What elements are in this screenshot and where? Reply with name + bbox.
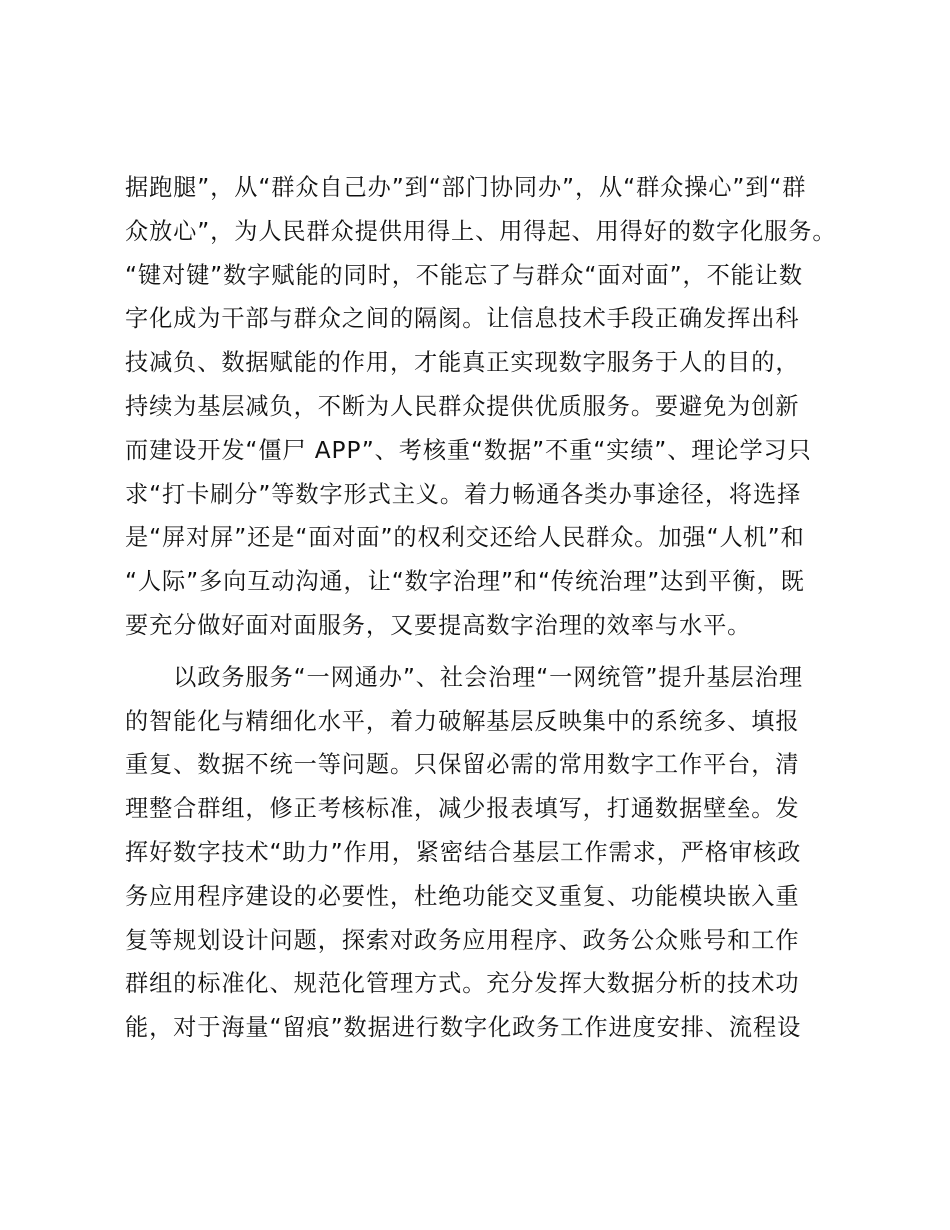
- text-line: 而建设开发“僵尸 APP”、考核重“数据”不重“实绩”、理论学习只: [125, 436, 812, 464]
- text-line: 以政务服务“一网通办”、社会治理“一网统管”提升基层治理: [125, 663, 803, 691]
- text-line: 挥好数字技术“助力”作用，紧密结合基层工作需求，严格审核政: [125, 838, 802, 866]
- text-line: 要充分做好面对面服务，又要提高数字治理的效率与水平。: [125, 611, 752, 639]
- text-line: 能，对于海量“留痕”数据进行数字化政务工作进度安排、流程设: [125, 1014, 802, 1042]
- text-line: 字化成为干部与群众之间的隔阂。让信息技术手段正确发挥出科: [125, 305, 800, 333]
- text-line: 理整合群组，修正考核标准，减少报表填写，打通数据壁垒。发: [125, 795, 800, 823]
- body-text: [125, 166, 840, 1050]
- text-line: “人际”多向互动沟通，让“数字治理”和“传统治理”达到平衡，既: [125, 568, 805, 596]
- text-line: 求“打卡刷分”等数字形式主义。着力畅通各类办事途径，将选择: [125, 480, 802, 508]
- text-line: 务应用程序建设的必要性，杜绝功能交叉重复、功能模块嵌入重: [125, 882, 800, 910]
- text-line: 据跑腿”，从“群众自己办”到“部门协同办”，从“群众操心”到“群: [125, 174, 807, 201]
- paragraph-1: [125, 166, 840, 648]
- text-line: 群组的标准化、规范化管理方式。充分发挥大数据分析的技术功: [125, 970, 800, 998]
- text-line: 的智能化与精细化水平，着力破解基层反映集中的系统多、填报: [125, 707, 800, 735]
- text-line: 复等规划设计问题，探索对政务应用程序、政务公众账号和工作: [125, 926, 800, 954]
- text-line: 众放心”，为人民群众提供用得上、用得起、用得好的数字化服务。: [125, 217, 837, 245]
- text-line: 重复、数据不统一等问题。只保留必需的常用数字工作平台，清: [125, 751, 800, 779]
- text-line: 技减负、数据赋能的作用，才能真正实现数字服务于人的目的，: [125, 349, 800, 377]
- text-line: “键对键”数字赋能的同时，不能忘了与群众“面对面”，不能让数: [125, 261, 803, 289]
- text-line: 是“屏对屏”还是“面对面”的权利交还给人民群众。加强“人机”和: [125, 524, 805, 552]
- paragraph-2: [125, 656, 840, 1050]
- text-line: 持续为基层减负，不断为人民群众提供优质服务。要避免为创新: [125, 392, 800, 420]
